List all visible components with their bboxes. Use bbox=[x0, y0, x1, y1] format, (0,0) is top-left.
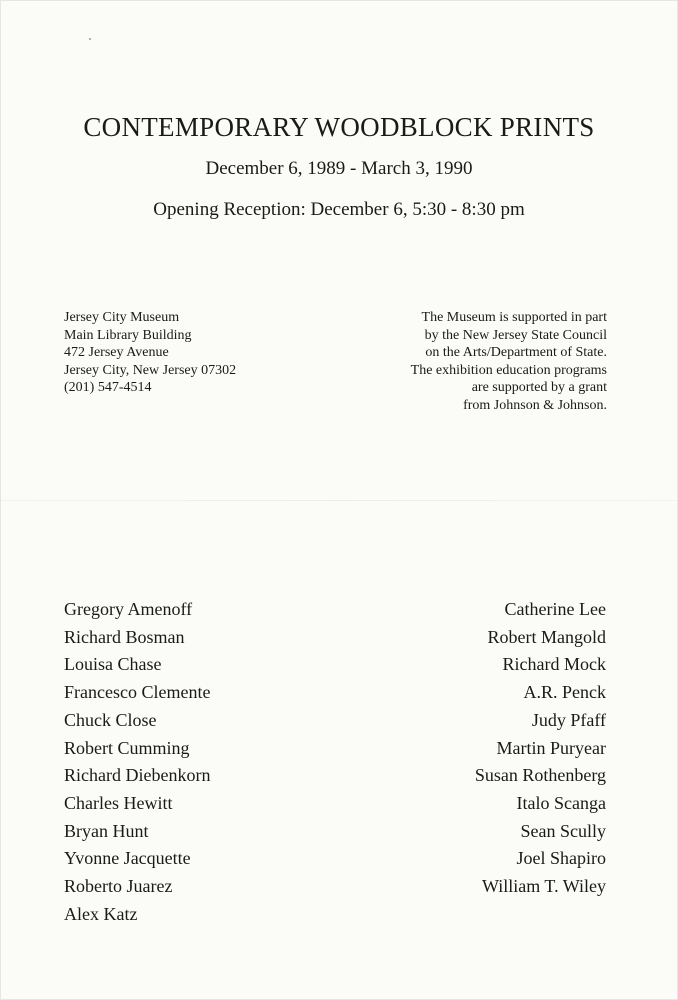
artist-name: Martin Puryear bbox=[496, 737, 606, 758]
support-line: from Johnson & Johnson. bbox=[463, 397, 607, 413]
artist-name: Catherine Lee bbox=[504, 599, 606, 619]
artist-name: William T. Wiley bbox=[481, 876, 606, 897]
artist-name: Roberto Juarez bbox=[64, 876, 173, 897]
artist-name: Louisa Chase bbox=[64, 654, 162, 675]
artist-name: Richard Bosman bbox=[64, 626, 185, 647]
address-line: 472 Jersey Avenue bbox=[64, 345, 169, 361]
support-line: on the Arts/Department of State. bbox=[425, 345, 607, 361]
support-line: The exhibition education programs bbox=[410, 362, 607, 378]
artist-name: Joel Shapiro bbox=[516, 848, 606, 869]
paper-speck bbox=[89, 38, 91, 40]
artist-name: Richard Mock bbox=[502, 654, 606, 675]
artist-name: Yvonne Jacquette bbox=[64, 848, 191, 869]
phone-number: (201) 547-4514 bbox=[64, 380, 152, 396]
artist-name: Bryan Hunt bbox=[64, 820, 149, 841]
exhibition-title: CONTEMPORARY WOODBLOCK PRINTS bbox=[83, 112, 595, 142]
artist-name: Susan Rothenberg bbox=[474, 765, 606, 786]
artist-list-left bbox=[64, 596, 210, 928]
artist-name: Chuck Close bbox=[64, 709, 157, 730]
address-line: Jersey City, New Jersey 07302 bbox=[64, 362, 237, 378]
artist-name: Alex Katz bbox=[64, 903, 138, 924]
artist-name: Judy Pfaff bbox=[531, 709, 606, 730]
address-line: Main Library Building bbox=[64, 327, 192, 343]
artist-name: Charles Hewitt bbox=[64, 792, 173, 813]
artist-name: Sean Scully bbox=[520, 820, 606, 841]
address-line: Jersey City Museum bbox=[64, 310, 180, 325]
artist-name: Francesco Clemente bbox=[64, 682, 211, 703]
artist-name: Gregory Amenoff bbox=[64, 599, 193, 619]
artist-name: Italo Scanga bbox=[516, 792, 606, 813]
fold-line bbox=[0, 500, 678, 501]
support-line: The Museum is supported in part bbox=[421, 310, 607, 325]
opening-reception: Opening Reception: December 6, 5:30 - 8:30 pm bbox=[153, 199, 525, 220]
exhibition-dates: December 6, 1989 - March 3, 1990 bbox=[205, 158, 473, 179]
support-statement bbox=[411, 309, 607, 415]
artist-name: Robert Mangold bbox=[487, 626, 606, 647]
museum-address bbox=[64, 309, 236, 397]
artist-name: A.R. Penck bbox=[523, 682, 606, 703]
artist-name: Richard Diebenkorn bbox=[64, 765, 211, 786]
support-line: by the New Jersey State Council bbox=[424, 327, 607, 343]
artist-list-right bbox=[475, 596, 606, 901]
artist-name: Robert Cumming bbox=[64, 737, 190, 758]
support-line: are supported by a grant bbox=[471, 380, 607, 396]
